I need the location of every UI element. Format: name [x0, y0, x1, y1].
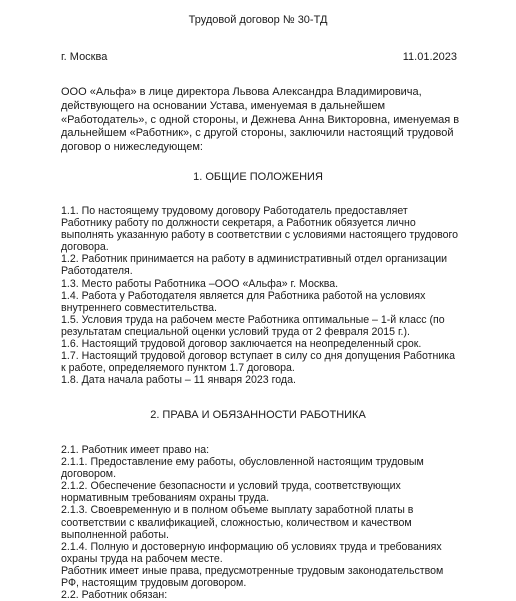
document-title: Трудовой договор № 30-ТД [188, 14, 328, 26]
date-label: 11.01.2023 [402, 51, 457, 63]
clause-1-7: 1.7. Настоящий трудовой договор вступает в силу со дня допущения Работника к работе, определяемого пунктом 1.7 договора. [61, 350, 456, 375]
clause-1-6: 1.6. Настоящий трудовой договор заключается на неопределенный срок. [61, 338, 422, 351]
place-date-row [61, 50, 457, 64]
intro-paragraph: ООО «Альфа» в лице директора Львова Александра Владимировича, действующего на основании Устава, именуемая в дальнейшем «Работодатель», с одной стороны, и Дежнева Анна Викторовна, именуемая в дальнейшем «Работник», с другой стороны, заключили настоящий трудовой договор о нижеследующем: [61, 86, 460, 154]
section-rights-body [61, 444, 461, 601]
clause-1-3: 1.3. Место работы Работника –ООО «Альфа» г. Москва. [61, 277, 339, 290]
clause-2-1-3: 2.1.3. Своевременную и в полном объеме выплату заработной платы в соответствии с квалификацией, сложностью, количеством и качеством выполненной работы. [61, 504, 414, 541]
section-heading-rights: 2. ПРАВА И ОБЯЗАННОСТИ РАБОТНИКА [150, 409, 366, 421]
clause-1-8: 1.8. Дата начала работы – 11 января 2023 года. [61, 374, 296, 387]
clause-2-1-1: 2.1.1. Предоставление ему работы, обусловленной настоящим трудовым договором. [61, 456, 424, 481]
city-label: г. Москва [61, 51, 108, 63]
clause-2-1-4: 2.1.4. Полную и достоверную информацию об условиях труда и требованиях охраны труда на рабочем месте. [61, 540, 442, 565]
clause-2-1: 2.1. Работник имеет право на: [61, 444, 210, 456]
section-general-body [61, 205, 461, 386]
clause-2-1-2: 2.1.2. Обеспечение безопасности и условий труда, соответствующих нормативным требованиям охраны труда. [61, 480, 401, 505]
clause-1-1: 1.1. По настоящему трудовому договору Работодатель предоставляет Работнику работу по должности секретаря, а Работник обязуется лично выполнять указанную работу в соответствии с условиями настоящего трудового договора. [61, 205, 458, 254]
clause-1-4: 1.4. Работа у Работодателя является для Работника работой на условиях внутреннего совместительства. [61, 289, 426, 314]
clause-1-2: 1.2. Работник принимается на работу в административный отдел организации Работодателя. [61, 253, 448, 278]
clause-2-2: 2.2. Работник обязан: [61, 589, 168, 601]
clause-1-5: 1.5. Условия труда на рабочем месте Работника оптимальные – 1-й класс (по результатам специальной оценки условий труда от 2 февраля 2015 г.). [61, 313, 445, 338]
clause-other-rights: Работник имеет иные права, предусмотренные трудовым законодательством РФ, настоящим трудовым договором. [61, 564, 444, 590]
section-heading-general: 1. ОБЩИЕ ПОЛОЖЕНИЯ [193, 171, 323, 183]
